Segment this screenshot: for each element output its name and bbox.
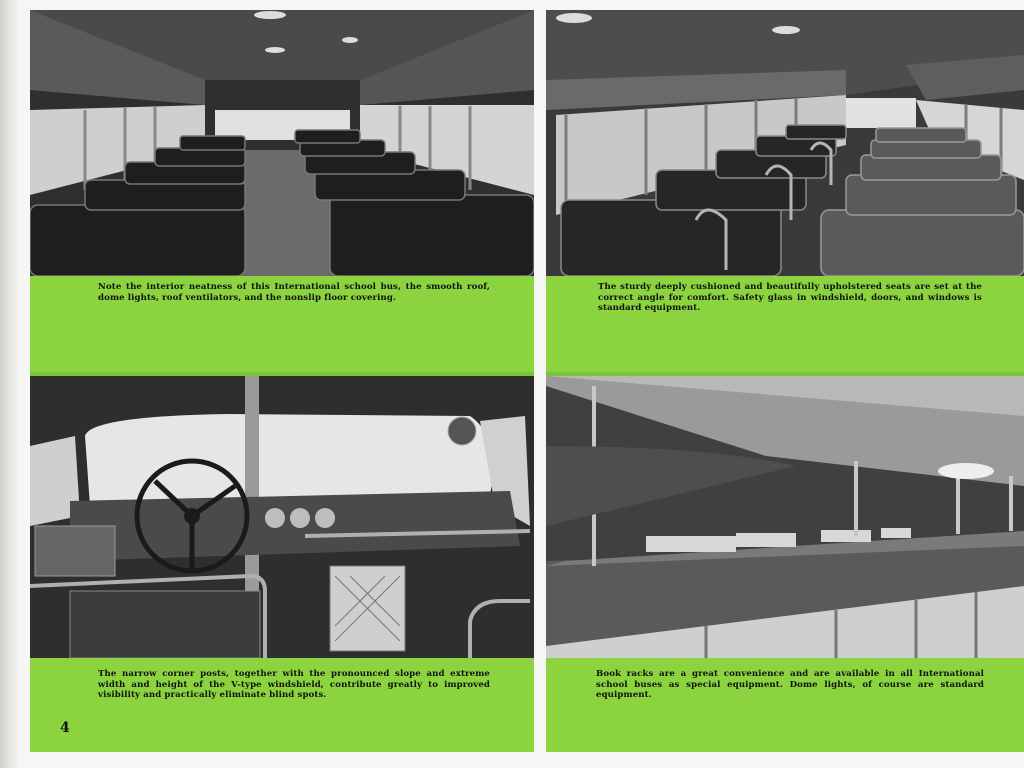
center-gutter: [534, 10, 546, 752]
panel-top-right: [546, 10, 1024, 372]
panel-bottom-right: [546, 376, 1024, 752]
caption-bottom-right: Book racks are a great convenience and are available in all International school buses as special equipment. Dome lights, of course are standard equipment.: [596, 669, 984, 701]
page-number: 4: [60, 720, 70, 736]
page-binding: [0, 0, 18, 768]
book-racks-photo: [546, 376, 1024, 658]
panel-top-left: [30, 10, 534, 372]
driver-cab-windshield-photo: [30, 376, 534, 658]
caption-top-right: The sturdy deeply cushioned and beautifully upholstered seats are set at the correct angle for comfort. Safety glass in windshield, doors, and windows is standard equipment.: [598, 282, 982, 314]
panel-bottom-left: [30, 376, 534, 752]
bus-seats-photo: [546, 10, 1024, 276]
caption-top-left: Note the interior neatness of this International school bus, the smooth roof, dome lights, roof ventilators, and the nonslip floor covering.: [98, 282, 490, 303]
caption-bottom-left: The narrow corner posts, together with the pronounced slope and extreme width and height of the V-type windshield, contribute greatly to improved visibility and practically eliminate blind spots.: [98, 669, 490, 701]
brochure-spread: [30, 10, 1024, 752]
bus-interior-aisle-photo: [30, 10, 534, 276]
